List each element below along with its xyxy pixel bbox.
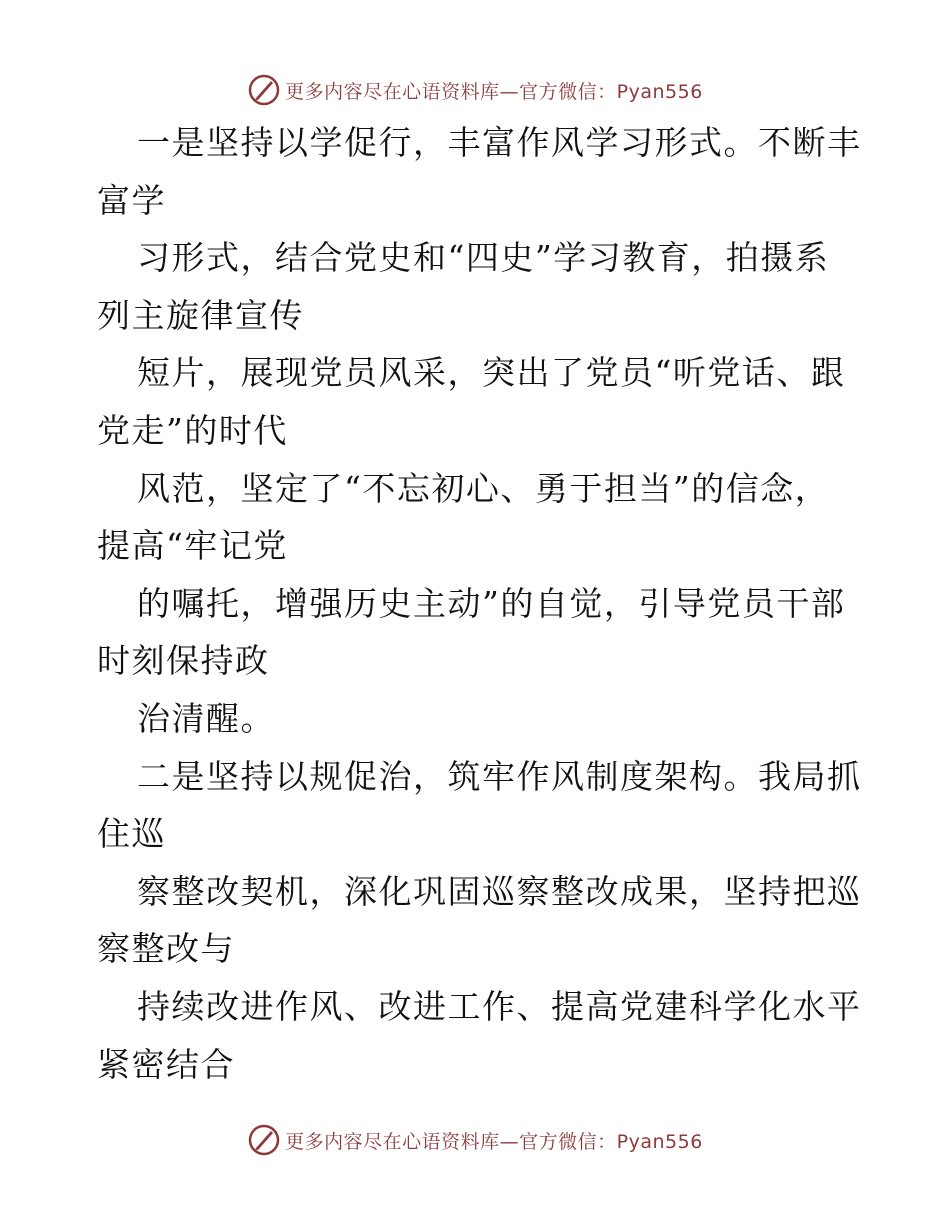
text-line: 提高“牢记党 [97, 526, 288, 566]
header-banner-text: 更多内容尽在心语资料库—官方微信：Pyan556 [285, 80, 703, 103]
page-footer-banner [0, 1120, 950, 1160]
text-line: 列主旋律宣传 [97, 295, 304, 335]
text-line: 富学 [97, 180, 166, 220]
text-line: 一是坚持以学促行，丰富作风学习形式。不断丰 [137, 123, 862, 162]
text-line: 察整改契机，深化巩固巡察整改成果，坚持把巡 [137, 871, 862, 911]
quill-seal-icon [247, 73, 281, 107]
text-line: 的嘱托，增强历史主动”的自觉，引导党员干部 [137, 583, 846, 623]
text-line: 二是坚持以规促治，筑牢作风制度架构。我局抓 [137, 756, 862, 796]
quill-seal-icon [247, 1123, 281, 1157]
text-line: 短片，展现党员风采，突出了党员“听党话、跟 [137, 353, 846, 393]
document-body [97, 114, 867, 1093]
text-line: 时刻保持政 [97, 641, 270, 681]
text-line: 持续改进作风、改进工作、提高党建科学化水平 [137, 986, 862, 1026]
text-line: 察整改与 [97, 929, 235, 969]
page-header-banner [0, 70, 950, 110]
footer-banner-text: 更多内容尽在心语资料库—官方微信：Pyan556 [285, 1130, 703, 1153]
text-line: 住巡 [97, 814, 166, 854]
text-line: 习形式，结合党史和“四史”学习教育，拍摄系 [137, 238, 830, 278]
text-line: 党走”的时代 [97, 410, 288, 450]
text-line: 治清醒。 [137, 698, 275, 738]
text-line: 风范，坚定了“不忘初心、勇于担当”的信念， [137, 468, 830, 508]
text-line: 紧密结合 [97, 1044, 235, 1084]
